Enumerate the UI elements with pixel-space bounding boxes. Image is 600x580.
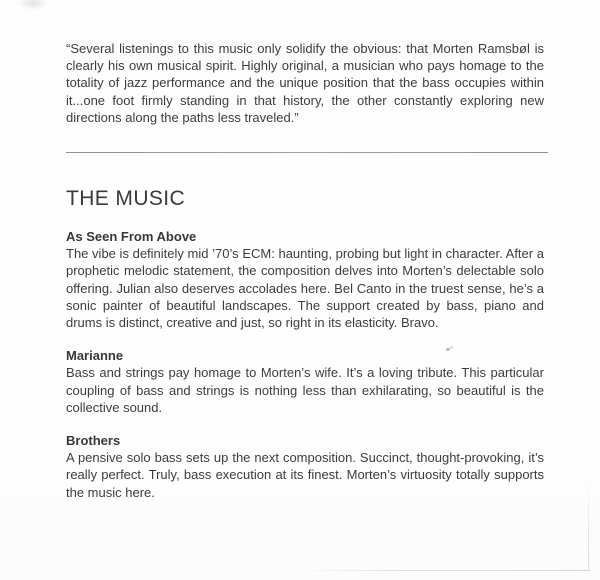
page-edge-bottom [295,570,590,571]
track-description: A pensive solo bass sets up the next composition. Succinct, thought-provoking, it’s really perfect. Truly, bass execution at its finest. Morten’s virtuosity totally supports the music here. [66,450,544,500]
scan-smudge-artifact [18,0,48,10]
track-title: As Seen From Above [66,229,197,245]
track-title: Brothers [66,433,121,449]
the-music-heading: THE MUSIC [66,187,186,211]
track-section-brothers [66,432,544,501]
track-section-marianne [66,347,544,416]
page-edge-right [588,478,589,571]
page-content [66,40,544,501]
section-divider [66,152,548,153]
track-description: The vibe is definitely mid ’70’s ECM: haunting, probing but light in character. After a prophetic melodic statement, the composition delves into Morten’s delectable solo offering. Julian also deserves accolades here. Bel Canto in the truest sense, he’s a sonic painter of beautiful landscapes. The support created by bass, piano and drums is distinct, creative and just, so right in its elasticity. Bravo. [66,246,544,331]
track-title: Marianne [66,348,124,364]
track-description: Bass and strings pay homage to Morten’s wife. It’s a loving tribute. This particular coupling of bass and strings is nothing less than exhilarating, so beautiful is the collective sound. [66,365,544,415]
track-section-as-seen-from-above [66,228,544,331]
review-quote: “Several listenings to this music only solidify the obvious: that Morten Ramsbøl is clearly his own musical spirit. Highly original, a musician who pays homage to the totality of jazz performance and the unique position that the bass occupies within it...one foot firmly standing in that history, the other constantly exploring new directions along the paths less traveled.” [66,41,544,125]
